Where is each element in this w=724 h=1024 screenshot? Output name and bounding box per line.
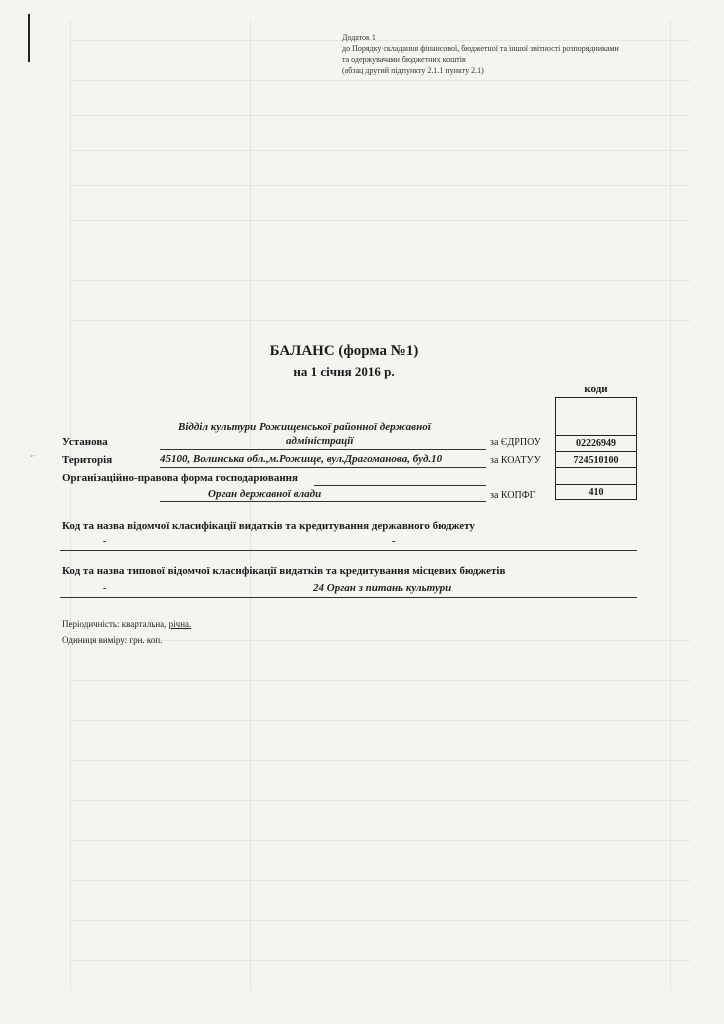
local-class-underline [60, 597, 637, 598]
kopfg-label: за КОПФГ [490, 490, 536, 501]
local-class-label: Код та назва типової відомчої класифікації видатків та кредитування місцевих бюджетів [62, 565, 506, 577]
bleed-through-background [70, 20, 690, 990]
periodicity-value: річна. [168, 619, 192, 629]
territory-value: 45100, Волинська обл.,м.Рожище, вул.Драгоманова, буд.10 [160, 453, 443, 465]
local-class-name: 24 Орган з питань культури [313, 582, 452, 594]
edrpou-code: 02226949 [556, 435, 636, 451]
document-title: БАЛАНС (форма №1) [269, 343, 419, 359]
org-form-underline [160, 501, 486, 502]
scan-speck: ∘· [30, 452, 36, 460]
periodicity [62, 619, 191, 629]
koatuu-code: 724510100 [556, 451, 636, 468]
appendix-note [342, 32, 672, 76]
scan-edge-mark [28, 14, 30, 62]
org-form-label: Організаційно-правова форма господарювання [62, 472, 298, 484]
state-class-underline [60, 550, 637, 551]
territory-underline [160, 467, 486, 468]
appendix-line: (абзац другий підпункту 2.1.1 пункту 2.1) [342, 66, 484, 75]
institution-label: Установа [62, 436, 108, 448]
unit-of-measure: Одиниця виміру: грн. коп. [62, 635, 163, 645]
institution-name-line1: Відділ культури Рожищенської районної державної [178, 421, 431, 433]
codes-header: коди [584, 383, 608, 395]
edrpou-label: за ЄДРПОУ [490, 437, 541, 448]
kopfg-code: 410 [556, 484, 636, 500]
periodicity-label: Періодичність: квартальна, [62, 619, 167, 629]
institution-underline [160, 449, 486, 450]
appendix-line: Додаток 1 [342, 33, 376, 42]
org-form-underline-top [314, 485, 486, 486]
state-class-label: Код та назва відомчої класифікації видатків та кредитування державного бюджету [62, 520, 475, 532]
org-form-value: Орган державної влади [208, 488, 322, 500]
document-date: на 1 січня 2016 р. [293, 364, 395, 379]
local-class-code: - [103, 582, 107, 594]
institution-name-line2: адміністрації [286, 435, 354, 447]
codes-box [555, 397, 637, 500]
koatuu-label: за КОАТУУ [490, 455, 541, 466]
state-class-code: - [103, 535, 107, 547]
state-class-name: - [392, 535, 396, 547]
territory-label: Територія [62, 454, 113, 466]
appendix-line: до Порядку складання фінансової, бюджетної та іншої звітності розпорядниками [342, 44, 619, 53]
appendix-line: та одержувачами бюджетних коштів [342, 55, 466, 64]
